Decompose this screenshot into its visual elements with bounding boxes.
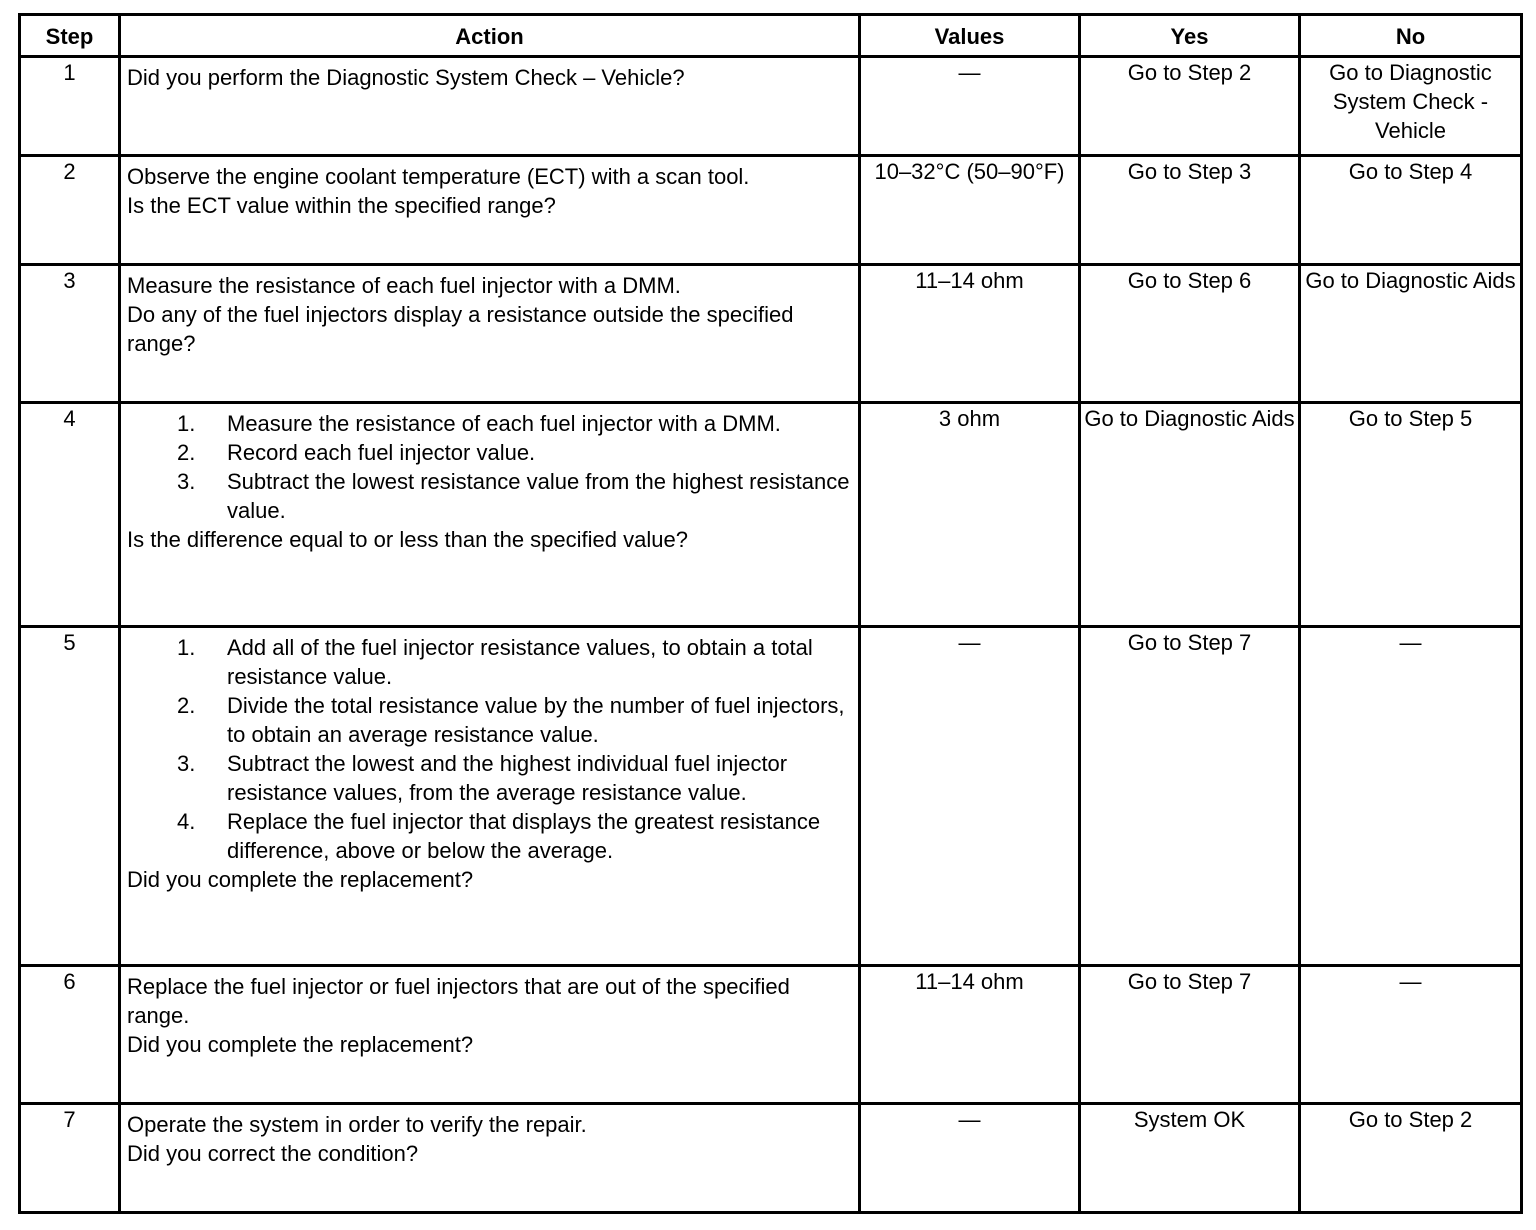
action-cell	[121, 404, 861, 628]
table-row	[21, 157, 1523, 266]
action-cell	[121, 157, 861, 266]
substep-list	[127, 409, 852, 525]
table-row	[21, 266, 1523, 404]
substep-item: 3. Subtract the lowest resistance value from the highest resistance value.	[177, 469, 850, 523]
table-row	[21, 628, 1523, 967]
value-cell: 10–32°C (50–90°F)	[861, 157, 1081, 266]
yes-cell: Go to Step 6	[1081, 266, 1301, 404]
step-number: 6	[21, 967, 121, 1105]
action-text: Replace the fuel injector or fuel injectors that are out of the specified range.	[127, 974, 790, 1028]
table-row	[21, 1105, 1523, 1214]
substep-list	[127, 633, 852, 865]
diagnostic-table	[18, 13, 1523, 1214]
substep-item: 1. Add all of the fuel injector resistance values, to obtain a total resistance value.	[177, 635, 813, 689]
value-cell: —	[861, 1105, 1081, 1214]
yes-cell: Go to Step 3	[1081, 157, 1301, 266]
action-question: Did you complete the replacement?	[127, 1032, 474, 1057]
header-values: Values	[861, 16, 1081, 58]
action-text: Observe the engine coolant temperature (ECT) with a scan tool.	[127, 164, 750, 189]
yes-cell: Go to Step 7	[1081, 967, 1301, 1105]
step-number: 2	[21, 157, 121, 266]
value-cell: 11–14 ohm	[861, 967, 1081, 1105]
action-cell	[121, 266, 861, 404]
header-yes: Yes	[1081, 16, 1301, 58]
no-cell: Go to Diagnostic Aids	[1301, 266, 1523, 404]
substep-item: 1. Measure the resistance of each fuel injector with a DMM.	[177, 411, 781, 436]
yes-cell: Go to Step 7	[1081, 628, 1301, 967]
action-cell	[121, 1105, 861, 1214]
substep-item: 4. Replace the fuel injector that displays the greatest resistance difference, above or below the average.	[177, 809, 821, 863]
no-cell: Go to Step 4	[1301, 157, 1523, 266]
header-row	[21, 16, 1523, 58]
header-no: No	[1301, 16, 1523, 58]
action-cell	[121, 628, 861, 967]
yes-cell: System OK	[1081, 1105, 1301, 1214]
action-cell	[121, 967, 861, 1105]
action-cell	[121, 58, 861, 157]
action-text: Operate the system in order to verify the repair.	[127, 1112, 587, 1137]
value-cell: 3 ohm	[861, 404, 1081, 628]
substep-item: 2. Divide the total resistance value by the number of fuel injectors, to obtain an average resistance value.	[177, 693, 845, 747]
yes-cell: Go to Diagnostic Aids	[1081, 404, 1301, 628]
action-question: Is the ECT value within the specified range?	[127, 193, 556, 218]
action-question: Did you correct the condition?	[127, 1141, 419, 1166]
value-cell: 11–14 ohm	[861, 266, 1081, 404]
no-cell: Go to Diagnostic System Check - Vehicle	[1301, 58, 1523, 157]
no-cell: Go to Step 5	[1301, 404, 1523, 628]
table-row	[21, 58, 1523, 157]
step-number: 7	[21, 1105, 121, 1214]
yes-cell: Go to Step 2	[1081, 58, 1301, 157]
value-cell: —	[861, 58, 1081, 157]
action-question: Is the difference equal to or less than the specified value?	[127, 527, 688, 552]
substep-item: 2. Record each fuel injector value.	[177, 440, 536, 465]
action-question: Do any of the fuel injectors display a resistance outside the specified range?	[127, 302, 794, 356]
no-cell: —	[1301, 628, 1523, 967]
action-text: Measure the resistance of each fuel injector with a DMM.	[127, 273, 681, 298]
no-cell: Go to Step 2	[1301, 1105, 1523, 1214]
table-row	[21, 967, 1523, 1105]
step-number: 5	[21, 628, 121, 967]
value-cell: —	[861, 628, 1081, 967]
action-question: Did you complete the replacement?	[127, 867, 474, 892]
header-step: Step	[21, 16, 121, 58]
step-number: 3	[21, 266, 121, 404]
table-row	[21, 404, 1523, 628]
no-cell: —	[1301, 967, 1523, 1105]
substep-item: 3. Subtract the lowest and the highest individual fuel injector resistance values, from the average resistance value.	[177, 751, 788, 805]
header-action: Action	[121, 16, 861, 58]
action-text: Did you perform the Diagnostic System Check – Vehicle?	[127, 65, 685, 90]
step-number: 4	[21, 404, 121, 628]
step-number: 1	[21, 58, 121, 157]
